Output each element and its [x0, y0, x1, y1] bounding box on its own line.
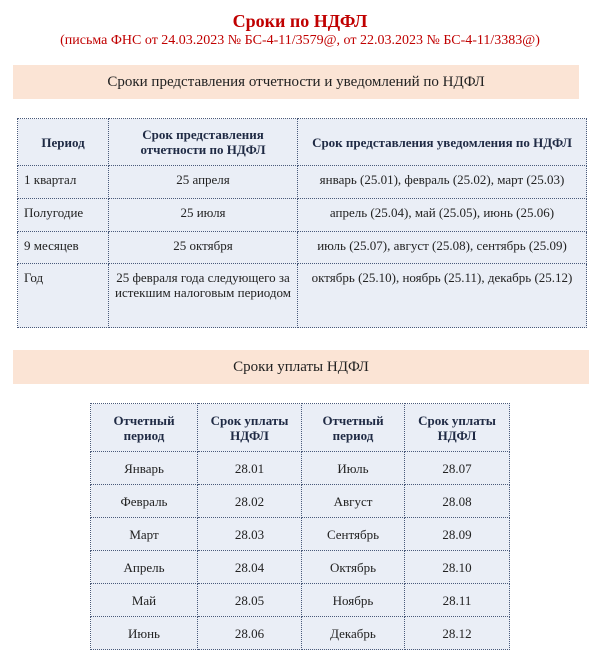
- month-cell: Октябрь: [302, 551, 405, 584]
- due-date-cell: 28.07: [405, 452, 510, 485]
- column-header-period-left: Отчетный период: [91, 404, 198, 452]
- table-row: [91, 452, 510, 485]
- period-cell: Год: [18, 264, 109, 328]
- due-date-cell: 28.03: [198, 518, 302, 551]
- report-deadline-cell: 25 февраля года следующего за истекшим налоговым периодом: [109, 264, 298, 328]
- month-cell: Ноябрь: [302, 584, 405, 617]
- month-cell: Август: [302, 485, 405, 518]
- table-row: [91, 518, 510, 551]
- column-header-period-right: Отчетный период: [302, 404, 405, 452]
- month-cell: Январь: [91, 452, 198, 485]
- column-header-period: Период: [18, 119, 109, 166]
- month-cell: Май: [91, 584, 198, 617]
- due-date-cell: 28.10: [405, 551, 510, 584]
- table-row: [91, 485, 510, 518]
- column-header-due-right: Срок уплаты НДФЛ: [405, 404, 510, 452]
- report-deadline-cell: 25 апреля: [109, 166, 298, 199]
- notice-deadline-cell: апрель (25.04), май (25.05), июнь (25.06): [298, 199, 587, 232]
- due-date-cell: 28.08: [405, 485, 510, 518]
- reporting-table: [17, 118, 587, 328]
- report-deadline-cell: 25 октября: [109, 232, 298, 264]
- due-date-cell: 28.05: [198, 584, 302, 617]
- month-cell: Июнь: [91, 617, 198, 650]
- notice-deadline-cell: октябрь (25.10), ноябрь (25.11), декабрь (25.12): [298, 264, 587, 328]
- due-date-cell: 28.12: [405, 617, 510, 650]
- notice-deadline-cell: июль (25.07), август (25.08), сентябрь (25.09): [298, 232, 587, 264]
- due-date-cell: 28.02: [198, 485, 302, 518]
- table-row: [18, 264, 587, 328]
- table-row: [18, 166, 587, 199]
- month-cell: Сентябрь: [302, 518, 405, 551]
- due-date-cell: 28.04: [198, 551, 302, 584]
- month-cell: Апрель: [91, 551, 198, 584]
- report-deadline-cell: 25 июля: [109, 199, 298, 232]
- payment-header-row: [91, 404, 510, 452]
- reporting-section-heading: Сроки представления отчетности и уведомлений по НДФЛ: [13, 65, 579, 99]
- payment-table: [90, 403, 510, 650]
- month-cell: Февраль: [91, 485, 198, 518]
- column-header-due-left: Срок уплаты НДФЛ: [198, 404, 302, 452]
- month-cell: Март: [91, 518, 198, 551]
- period-cell: 1 квартал: [18, 166, 109, 199]
- table-row: [91, 617, 510, 650]
- period-cell: 9 месяцев: [18, 232, 109, 264]
- page-title: Сроки по НДФЛ: [232, 11, 368, 31]
- table-row: [91, 551, 510, 584]
- payment-section-heading: Сроки уплаты НДФЛ: [13, 350, 589, 384]
- period-cell: Полугодие: [18, 199, 109, 232]
- month-cell: Июль: [302, 452, 405, 485]
- notice-deadline-cell: январь (25.01), февраль (25.02), март (25.03): [298, 166, 587, 199]
- table-row: [18, 232, 587, 264]
- page-subtitle: (письма ФНС от 24.03.2023 № БС-4-11/3579@, от 22.03.2023 № БС-4-11/3383@): [60, 33, 540, 48]
- column-header-report-deadline: Срок представления отчетности по НДФЛ: [109, 119, 298, 166]
- table-row: [91, 584, 510, 617]
- due-date-cell: 28.11: [405, 584, 510, 617]
- due-date-cell: 28.09: [405, 518, 510, 551]
- due-date-cell: 28.01: [198, 452, 302, 485]
- column-header-notice-deadline: Срок представления уведомления по НДФЛ: [298, 119, 587, 166]
- month-cell: Декабрь: [302, 617, 405, 650]
- table-row: [18, 199, 587, 232]
- due-date-cell: 28.06: [198, 617, 302, 650]
- reporting-header-row: [18, 119, 587, 166]
